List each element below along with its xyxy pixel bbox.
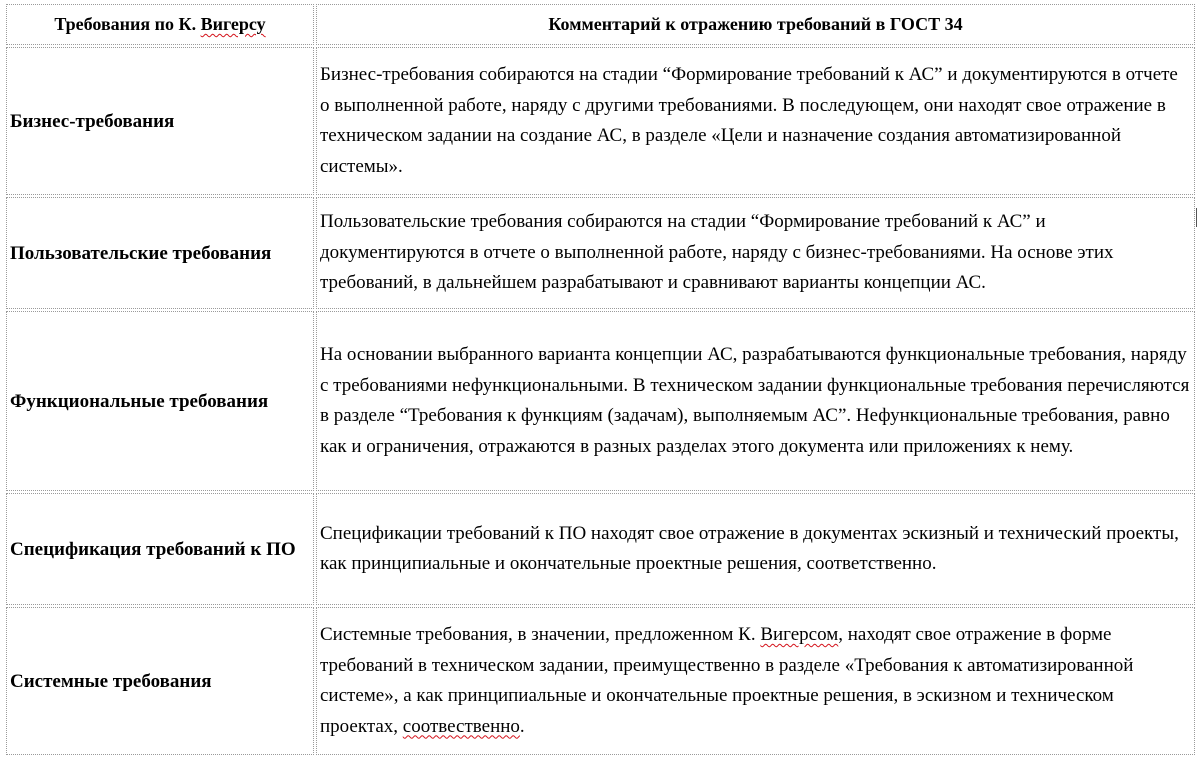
comment-last-word: соотвественно bbox=[402, 715, 520, 737]
row-term: Спецификация требований к ПО bbox=[6, 493, 314, 605]
row-term: Функциональные требования bbox=[6, 311, 314, 491]
row-term: Системные требования bbox=[6, 607, 314, 755]
table-row bbox=[6, 311, 1195, 491]
row-comment bbox=[316, 607, 1195, 755]
comment-name: Вигерсом bbox=[760, 624, 839, 645]
comment-end: . bbox=[519, 715, 525, 737]
row-comment: Бизнес-требования собираются на стадии “Формирование требований к АС” и документируются в отчете о выполненной работе, наряду с другими требованиями. В последующем, они находят свое отражение в техническом задании на создание АС, в разделе «Цели и назначение создания автоматизированной системы». bbox=[316, 47, 1195, 195]
header-left-name: Вигерсу bbox=[200, 14, 266, 34]
header-wiegers-requirements bbox=[6, 4, 314, 45]
table-row bbox=[6, 493, 1195, 605]
row-comment: Спецификации требований к ПО находят свое отражение в документах эскизный и технический проекты, как принципиальные и окончательные проектные решения, соответственно. bbox=[316, 493, 1195, 605]
comment-part1: Системные требования, в значении, предложенном К. bbox=[320, 624, 761, 645]
text-cursor bbox=[1196, 208, 1197, 227]
comment-part2: , находят свое отражение в форме требований в техническом задании, преимущественно в разделе «Требования к автоматизированной системе», а как принципиальные и окончательные проектные решения, в эскизном и техническом проектах, bbox=[320, 624, 1134, 737]
row-term: Бизнес-требования bbox=[6, 47, 314, 195]
requirements-table bbox=[4, 2, 1197, 757]
header-left-prefix: Требования по К. bbox=[54, 14, 201, 34]
table-header-row bbox=[6, 4, 1195, 45]
row-comment: На основании выбранного варианта концепции АС, разрабатываются функциональные требования, наряду с требованиями нефункциональными. В техническом задании функциональные требования перечисляются в разделе “Требования к функциям (задачам), выполняемым АС”. Нефункциональные требования, равно как и ограничения, отражаются в разных разделах этого документа или приложениях к нему. bbox=[316, 311, 1195, 491]
row-term: Пользовательские требования bbox=[6, 197, 314, 309]
header-gost-comment: Комментарий к отражению требований в ГОСТ 34 bbox=[316, 4, 1195, 45]
table-row bbox=[6, 197, 1195, 309]
table-row bbox=[6, 47, 1195, 195]
table-row bbox=[6, 607, 1195, 755]
row-comment: Пользовательские требования собираются на стадии “Формирование требований к АС” и документируются в отчете о выполненной работе, наряду с бизнес-требованиями. На основе этих требований, в дальнейшем разрабатывают и сравнивают варианты концепции АС. bbox=[316, 197, 1195, 309]
